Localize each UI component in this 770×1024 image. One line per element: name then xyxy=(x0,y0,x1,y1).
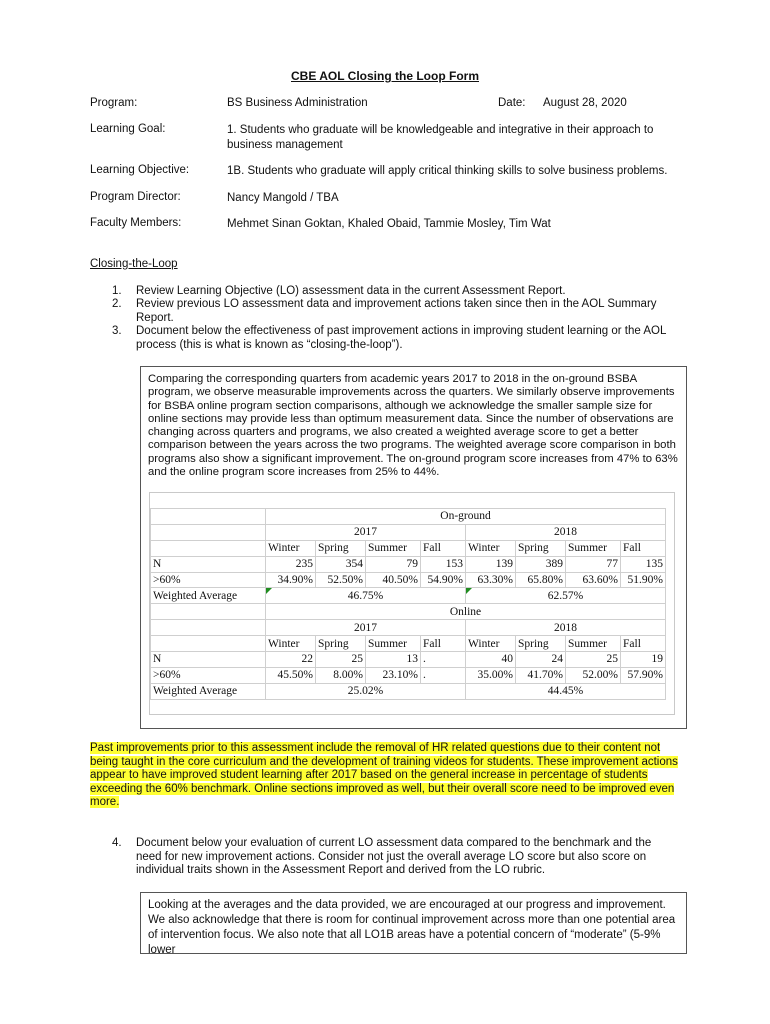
table-cell: 389 xyxy=(516,556,566,572)
table-cell: 354 xyxy=(316,556,366,572)
quarter-header: Winter xyxy=(466,540,516,556)
table-cell: . xyxy=(421,652,466,668)
table-cell: 235 xyxy=(266,556,316,572)
weighted-average-value: 46.75% xyxy=(347,589,384,602)
weighted-average-value: 44.45% xyxy=(466,683,666,699)
quarter-header: Summer xyxy=(566,540,621,556)
table-cell: 34.90% xyxy=(266,572,316,588)
table-row xyxy=(151,572,666,588)
faculty-members-label: Faculty Members: xyxy=(90,217,182,229)
quarter-header: Summer xyxy=(366,540,421,556)
quarter-header: Spring xyxy=(516,540,566,556)
online-year-2017: 2017 xyxy=(266,620,466,636)
table-cell: 8.00% xyxy=(316,667,366,683)
table-cell: 22 xyxy=(266,652,316,668)
row-label-gt60: >60% xyxy=(151,667,266,683)
table-cell: 139 xyxy=(466,556,516,572)
learning-objective-value: 1B. Students who graduate will apply critical thinking skills to solve business problems. xyxy=(227,165,668,177)
row-label-n: N xyxy=(151,556,266,572)
quarter-header: Winter xyxy=(266,540,316,556)
row-label-weighted-average: Weighted Average xyxy=(151,683,266,699)
results-table-image xyxy=(149,492,675,715)
online-label: Online xyxy=(266,604,666,620)
row-label-n: N xyxy=(151,652,266,668)
program-director-label: Program Director: xyxy=(90,191,181,203)
quarter-header: Spring xyxy=(316,540,366,556)
table-cell: 25 xyxy=(566,652,621,668)
table-cell: 24 xyxy=(516,652,566,668)
table-row xyxy=(151,588,666,604)
past-improvements-paragraph xyxy=(90,742,680,810)
table-cell: 135 xyxy=(621,556,666,572)
list-item-text: Document below your evaluation of current LO assessment data compared to the benchmark and the need for new improvement actions. Consider not just the overall average LO score but also score on individual traits shown in the Assessment Report and derived from the LO rubric. xyxy=(136,837,652,876)
table-cell: 45.50% xyxy=(266,667,316,683)
program-director-value: Nancy Mangold / TBA xyxy=(227,192,339,204)
table-row xyxy=(151,667,666,683)
table-cell: 52.50% xyxy=(316,572,366,588)
table-cell: 51.90% xyxy=(621,572,666,588)
date-value: August 28, 2020 xyxy=(543,97,627,109)
evaluation-text: Looking at the averages and the data provided, we are encouraged at our progress and improvement. We also acknowledge that there is room for continual improvement across more than one potential area of intervention focus. We also note that all LO1B areas have a potential concern of “moderate” (5-9% lower xyxy=(148,899,676,956)
quarter-header: Summer xyxy=(566,636,621,652)
program-value: BS Business Administration xyxy=(227,97,368,109)
table-cell: 35.00% xyxy=(466,667,516,683)
highlighted-text: Past improvements prior to this assessment include the removal of HR related questions due to their content not being taught in the core curriculum and the development of training videos for students. These improvement actions appear to have improved student learning after 2017 based on the general increase in percentage of students exceeding the 60% benchmark. Online sections improved as well, but their overall score need to be improved even more. xyxy=(90,742,678,808)
table-row xyxy=(151,683,666,699)
program-label: Program: xyxy=(90,97,138,109)
onground-year-2018: 2018 xyxy=(466,524,666,540)
online-year-2018: 2018 xyxy=(466,620,666,636)
learning-objective-label: Learning Objective: xyxy=(90,164,190,176)
onground-year-2017: 2017 xyxy=(266,524,466,540)
weighted-average-value: 25.02% xyxy=(266,683,466,699)
table-cell: 153 xyxy=(421,556,466,572)
comment-marker-icon xyxy=(466,588,472,594)
table-cell: 25 xyxy=(316,652,366,668)
results-table xyxy=(150,508,666,700)
faculty-members-value: Mehmet Sinan Goktan, Khaled Obaid, Tammie Mosley, Tim Wat xyxy=(227,218,551,230)
table-cell: 40 xyxy=(466,652,516,668)
table-cell xyxy=(266,588,466,604)
table-cell: 54.90% xyxy=(421,572,466,588)
table-cell: 63.60% xyxy=(566,572,621,588)
learning-goal-value: 1. Students who graduate will be knowledgeable and integrative in their approach to business management xyxy=(227,124,654,151)
quarter-header: Fall xyxy=(421,636,466,652)
table-cell: 19 xyxy=(621,652,666,668)
quarter-header: Spring xyxy=(516,636,566,652)
table-cell: 13 xyxy=(366,652,421,668)
quarter-header: Winter xyxy=(266,636,316,652)
table-cell: 77 xyxy=(566,556,621,572)
quarter-header: Summer xyxy=(366,636,421,652)
table-cell: 79 xyxy=(366,556,421,572)
list-item-text: Review previous LO assessment data and improvement actions taken since then in the AOL Summary Report. xyxy=(136,298,657,324)
quarter-header: Fall xyxy=(421,540,466,556)
onground-label: On-ground xyxy=(266,509,666,525)
table-cell: 41.70% xyxy=(516,667,566,683)
list-item-number: 4. xyxy=(112,837,122,849)
table-row xyxy=(151,652,666,668)
learning-goal-label: Learning Goal: xyxy=(90,123,166,135)
effectiveness-text: Comparing the corresponding quarters from academic years 2017 to 2018 in the on-ground BSBA program, we observe measurable improvements across the quarters. We similarly observe improvements for BSBA online program section comparisons, although we acknowledge the smaller sample size for online sections may provide less than optimum measurement data. Since the number of observations are changing across quarters and programs, we also created a weighted average score to get a better comparison between the years across the two programs. The weighted average score comparison in both programs also show a significant improvement. The on-ground program score increases from 47% to 63% and the online program score increases from 25% to 44%. xyxy=(148,373,678,479)
list-item-text: Review Learning Objective (LO) assessment data in the current Assessment Report. xyxy=(136,285,566,297)
table-cell: 52.00% xyxy=(566,667,621,683)
table-cell: 23.10% xyxy=(366,667,421,683)
weighted-average-value: 62.57% xyxy=(547,589,584,602)
table-cell: 57.90% xyxy=(621,667,666,683)
table-cell: 63.30% xyxy=(466,572,516,588)
table-cell: 65.80% xyxy=(516,572,566,588)
table-row xyxy=(151,556,666,572)
row-label-weighted-average: Weighted Average xyxy=(151,588,266,604)
quarter-header: Fall xyxy=(621,636,666,652)
list-item-text: Document below the effectiveness of past improvement actions in improving student learning or the AOL process (this is what is known as “closing-the-loop”). xyxy=(136,325,666,351)
quarter-header: Fall xyxy=(621,540,666,556)
table-cell xyxy=(466,588,666,604)
evaluation-box xyxy=(140,892,687,954)
list-item-number: 1. xyxy=(112,285,122,297)
form-title: CBE AOL Closing the Loop Form xyxy=(291,69,479,83)
closing-the-loop-heading: Closing-the-Loop xyxy=(90,258,178,270)
table-cell: . xyxy=(421,667,466,683)
quarter-header: Spring xyxy=(316,636,366,652)
comment-marker-icon xyxy=(266,588,272,594)
list-item-number: 2. xyxy=(112,298,122,310)
quarter-header: Winter xyxy=(466,636,516,652)
row-label-gt60: >60% xyxy=(151,572,266,588)
table-cell: 40.50% xyxy=(366,572,421,588)
list-item-number: 3. xyxy=(112,325,122,337)
effectiveness-box xyxy=(140,366,687,729)
date-label: Date: xyxy=(498,97,526,109)
